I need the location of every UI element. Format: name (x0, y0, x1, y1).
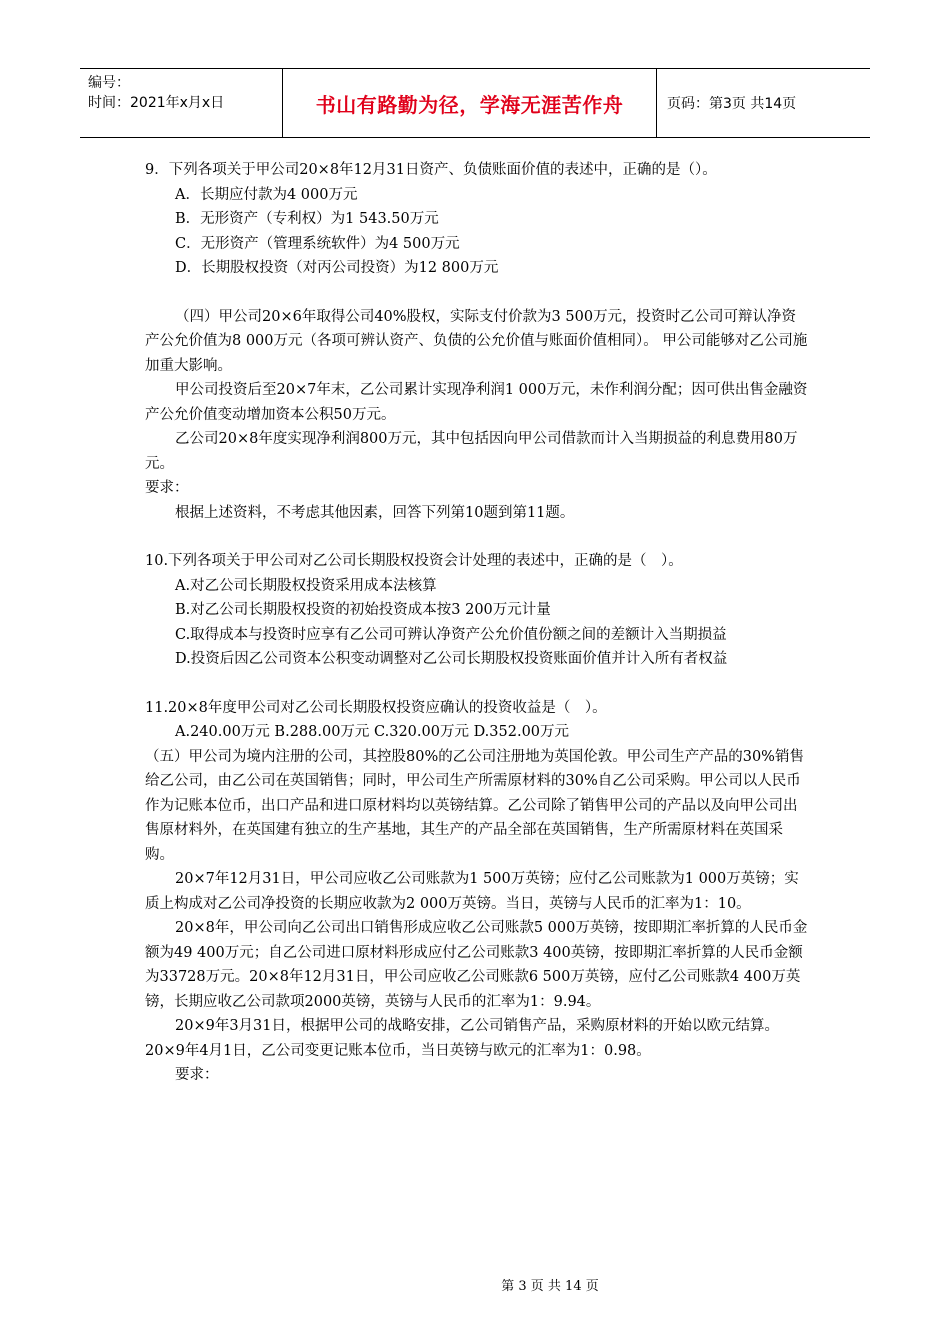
document-number-label: 编号： (88, 75, 130, 91)
section-5-paragraph-4: 20×9年3月31日，根据甲公司的战略安排，乙公司销售产品，采购原材料的开始以欧元结算。20×9年4月1日，乙公司变更记账本位币，当日英镑与欧元的汇率为1：0.98。 (145, 1018, 779, 1059)
page-footer: 第 3 页 共 14 页 (501, 1279, 599, 1294)
section-4-requirement-text: 根据上述资料，不考虑其他因素，回答下列第10题到第11题。 (175, 504, 575, 521)
page-header (80, 68, 870, 138)
section-4-requirement-label: 要求： (145, 480, 189, 496)
question-9-title: 9．下列各项关于甲公司20×8年12月31日资产、负债账面价值的表述中，正确的是（）。 (145, 162, 717, 178)
question-10-option-d: D.投资后因乙公司资本公积变动调整对乙公司长期股权投资账面价值并计入所有者权益 (175, 651, 728, 667)
header-motto: 书山有路勤为径，学海无涯苦作舟 (315, 92, 624, 117)
spacer (145, 525, 810, 549)
question-10-option-b: B.对乙公司长期股权投资的初始投资成本按3 200万元计量 (175, 602, 551, 618)
spacer (145, 281, 810, 305)
header-page-label: 页码：第3页 共14页 (667, 96, 797, 112)
section-4-paragraph-1: （四）甲公司20×6年取得公司40%股权，实际支付价款为3 500万元，投资时乙公司可辩认净资产公允价值为8 000万元（各项可辨认资产、负债的公允价值与账面价值相同）。 甲公司能够对乙公司施加重大影响。 (145, 308, 808, 374)
question-10-title: 10.下列各项关于甲公司对乙公司长期股权投资会计处理的表述中，正确的是（ ）。 (145, 553, 683, 569)
section-5-paragraph-2: 20×7年12月31日，甲公司应收乙公司账款为1 500万英镑；应付乙公司账款为1 000万英镑；实质上构成对乙公司净投资的长期应收款为2 000万英镑。当日，英镑与人民币的汇率为1：10。 (145, 871, 799, 912)
question-9-option-b: B．无形资产（专利权）为1 543.50万元 (175, 211, 439, 227)
question-9-option-d: D．长期股权投资（对丙公司投资）为12 800万元 (175, 260, 499, 276)
question-10-option-a: A.对乙公司长期股权投资采用成本法核算 (175, 577, 437, 594)
question-9-option-c: C．无形资产（管理系统软件）为4 500万元 (175, 235, 460, 252)
section-5-paragraph-1: （五）甲公司为境内注册的公司，其控股80%的乙公司注册地为英国伦敦。甲公司生产产品的30%销售给乙公司，由乙公司在英国销售；同时，甲公司生产所需原材料的30%自乙公司采购。甲公司以人民币作为记账本位币，出口产品和进口原材料均以英镑结算。乙公司除了销售甲公司的产品以及向甲公司出售原材料外，在英国建有独立的生产基地，其生产的产品全部在英国销售，生产所需原材料在英国采购。 (145, 748, 804, 863)
spacer (145, 672, 810, 696)
question-11-title: 11.20×8年度甲公司对乙公司长期股权投资应确认的投资收益是（ ）。 (145, 699, 607, 716)
header-page-cell (657, 69, 870, 137)
header-motto-cell (282, 69, 657, 137)
section-5-requirement-label: 要求： (175, 1067, 219, 1083)
section-4-paragraph-2: 甲公司投资后至20×7年末，乙公司累计实现净利润1 000万元，未作利润分配；因可供出售金融资产公允价值变动增加资本公积50万元。 (145, 382, 808, 423)
section-5-paragraph-3: 20×8年，甲公司向乙公司出口销售形成应收乙公司账款5 000万英镑，按即期汇率折算的人民币金额为49 400万元；自乙公司进口原材料形成应付乙公司账款3 400英镑，按即期汇率折算的人民币金额为33728万元。20×8年12月31日，甲公司应收乙公司账款6 500万英镑，应付乙公司账款4 400万英镑，长期应收乙公司款项2000英镑，英镑与人民币的汇率为1：9.94。 (145, 920, 808, 1010)
question-9-option-a: A．长期应付款为4 000万元 (175, 186, 358, 203)
section-4-paragraph-3: 乙公司20×8年度实现净利润800万元，其中包括因向甲公司借款而计入当期损益的利息费用80万元。 (145, 431, 798, 472)
document-body (145, 158, 810, 1088)
question-11-options: A.240.00万元 B.288.00万元 C.320.00万元 D.352.00万元 (175, 724, 570, 740)
document-time-label: 时间：2021年x月x日 (88, 95, 225, 111)
header-meta (80, 69, 282, 137)
question-10-option-c: C.取得成本与投资时应享有乙公司可辨认净资产公允价值份额之间的差额计入当期损益 (175, 626, 727, 643)
